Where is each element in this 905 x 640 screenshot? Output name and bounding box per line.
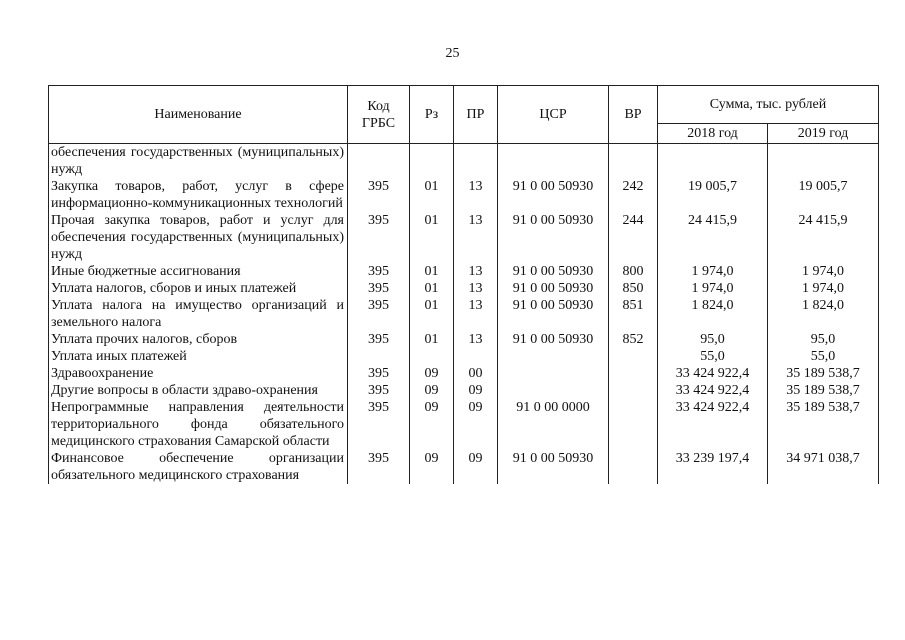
cell-y2018: 33 424 922,4 — [658, 365, 768, 382]
cell-grbs: 395 — [348, 212, 410, 263]
cell-y2018: 1 824,0 — [658, 297, 768, 331]
cell-y2018: 55,0 — [658, 348, 768, 365]
cell-y2018: 24 415,9 — [658, 212, 768, 263]
table-header — [49, 86, 879, 144]
cell-csr — [498, 382, 609, 399]
cell-y2018: 95,0 — [658, 331, 768, 348]
cell-y2019: 55,0 — [768, 348, 879, 365]
cell-y2019: 34 971 038,7 — [768, 450, 879, 484]
cell-vr: 852 — [609, 331, 658, 348]
cell-rz — [410, 348, 454, 365]
cell-name: Уплата прочих налогов, сборов — [49, 331, 348, 348]
cell-csr — [498, 144, 609, 179]
cell-csr — [498, 348, 609, 365]
cell-pr: 13 — [454, 280, 498, 297]
table-row — [49, 348, 879, 365]
cell-y2018: 33 424 922,4 — [658, 399, 768, 450]
cell-y2018: 1 974,0 — [658, 263, 768, 280]
cell-y2018: 33 424 922,4 — [658, 382, 768, 399]
cell-vr — [609, 450, 658, 484]
cell-y2018: 33 239 197,4 — [658, 450, 768, 484]
table-row — [49, 263, 879, 280]
cell-vr — [609, 348, 658, 365]
table-row — [49, 365, 879, 382]
cell-csr: 91 0 00 50930 — [498, 450, 609, 484]
cell-y2019: 1 824,0 — [768, 297, 879, 331]
cell-y2019: 95,0 — [768, 331, 879, 348]
table-row — [49, 178, 879, 212]
table-row — [49, 450, 879, 484]
header-year-2019: 2019 год — [768, 124, 879, 144]
cell-grbs: 395 — [348, 365, 410, 382]
cell-y2019: 24 415,9 — [768, 212, 879, 263]
table-row — [49, 399, 879, 450]
cell-name: Уплата налогов, сборов и иных платежей — [49, 280, 348, 297]
cell-y2019: 19 005,7 — [768, 178, 879, 212]
cell-rz: 01 — [410, 178, 454, 212]
table-row — [49, 297, 879, 331]
cell-rz: 09 — [410, 399, 454, 450]
cell-vr — [609, 399, 658, 450]
table-row — [49, 212, 879, 263]
cell-vr: 851 — [609, 297, 658, 331]
cell-pr: 13 — [454, 178, 498, 212]
header-vr: ВР — [609, 86, 658, 144]
cell-name: Непрограммные направления деятельности территориального фонда обязательного медицинского страхования Самарской области — [49, 399, 348, 450]
budget-table — [48, 85, 879, 484]
cell-grbs: 395 — [348, 331, 410, 348]
header-sum: Сумма, тыс. рублей — [658, 86, 879, 124]
cell-y2019: 1 974,0 — [768, 280, 879, 297]
cell-rz: 09 — [410, 365, 454, 382]
cell-y2019 — [768, 144, 879, 179]
cell-name: Закупка товаров, работ, услуг в сфере информационно-коммуникационных технологий — [49, 178, 348, 212]
cell-grbs: 395 — [348, 382, 410, 399]
cell-pr: 13 — [454, 331, 498, 348]
cell-rz: 09 — [410, 450, 454, 484]
cell-grbs — [348, 348, 410, 365]
cell-grbs: 395 — [348, 280, 410, 297]
table-body — [49, 144, 879, 485]
cell-grbs — [348, 144, 410, 179]
cell-rz: 01 — [410, 297, 454, 331]
header-name: Наименование — [49, 86, 348, 144]
cell-name: Иные бюджетные ассигнования — [49, 263, 348, 280]
cell-vr: 244 — [609, 212, 658, 263]
cell-name: Уплата налога на имущество организаций и земельного налога — [49, 297, 348, 331]
cell-pr — [454, 348, 498, 365]
cell-pr: 09 — [454, 382, 498, 399]
cell-y2019: 1 974,0 — [768, 263, 879, 280]
cell-csr — [498, 365, 609, 382]
cell-name: Другие вопросы в области здраво-охранения — [49, 382, 348, 399]
cell-csr: 91 0 00 50930 — [498, 212, 609, 263]
cell-csr: 91 0 00 0000 — [498, 399, 609, 450]
cell-csr: 91 0 00 50930 — [498, 178, 609, 212]
cell-vr: 242 — [609, 178, 658, 212]
cell-y2018 — [658, 144, 768, 179]
cell-y2018: 1 974,0 — [658, 280, 768, 297]
cell-grbs: 395 — [348, 450, 410, 484]
cell-y2019: 35 189 538,7 — [768, 365, 879, 382]
table-row — [49, 382, 879, 399]
cell-pr: 13 — [454, 212, 498, 263]
cell-grbs: 395 — [348, 263, 410, 280]
header-csr: ЦСР — [498, 86, 609, 144]
cell-grbs: 395 — [348, 178, 410, 212]
page-number: 25 — [445, 46, 460, 61]
cell-vr — [609, 365, 658, 382]
cell-pr: 09 — [454, 450, 498, 484]
cell-rz: 01 — [410, 280, 454, 297]
cell-csr: 91 0 00 50930 — [498, 331, 609, 348]
cell-pr: 00 — [454, 365, 498, 382]
header-year-2018: 2018 год — [658, 124, 768, 144]
cell-pr — [454, 144, 498, 179]
cell-vr — [609, 382, 658, 399]
cell-grbs: 395 — [348, 297, 410, 331]
cell-y2018: 19 005,7 — [658, 178, 768, 212]
header-grbs: Код ГРБС — [348, 86, 410, 144]
table-row — [49, 280, 879, 297]
cell-csr: 91 0 00 50930 — [498, 297, 609, 331]
cell-y2019: 35 189 538,7 — [768, 382, 879, 399]
cell-pr: 13 — [454, 263, 498, 280]
cell-pr: 13 — [454, 297, 498, 331]
cell-rz: 01 — [410, 331, 454, 348]
header-pr: ПР — [454, 86, 498, 144]
cell-name: Здравоохранение — [49, 365, 348, 382]
cell-vr — [609, 144, 658, 179]
cell-name: Прочая закупка товаров, работ и услуг для обеспечения государственных (муниципальных) нужд — [49, 212, 348, 263]
cell-grbs: 395 — [348, 399, 410, 450]
cell-rz — [410, 144, 454, 179]
cell-name: обеспечения государственных (муниципальных) нужд — [49, 144, 348, 179]
table-row — [49, 144, 879, 179]
cell-csr: 91 0 00 50930 — [498, 280, 609, 297]
cell-vr: 800 — [609, 263, 658, 280]
cell-name: Финансовое обеспечение организации обязательного медицинского страхования — [49, 450, 348, 484]
cell-rz: 01 — [410, 263, 454, 280]
cell-name: Уплата иных платежей — [49, 348, 348, 365]
cell-rz: 09 — [410, 382, 454, 399]
cell-pr: 09 — [454, 399, 498, 450]
cell-y2019: 35 189 538,7 — [768, 399, 879, 450]
cell-vr: 850 — [609, 280, 658, 297]
cell-rz: 01 — [410, 212, 454, 263]
table-row — [49, 331, 879, 348]
header-rz: Рз — [410, 86, 454, 144]
cell-csr: 91 0 00 50930 — [498, 263, 609, 280]
